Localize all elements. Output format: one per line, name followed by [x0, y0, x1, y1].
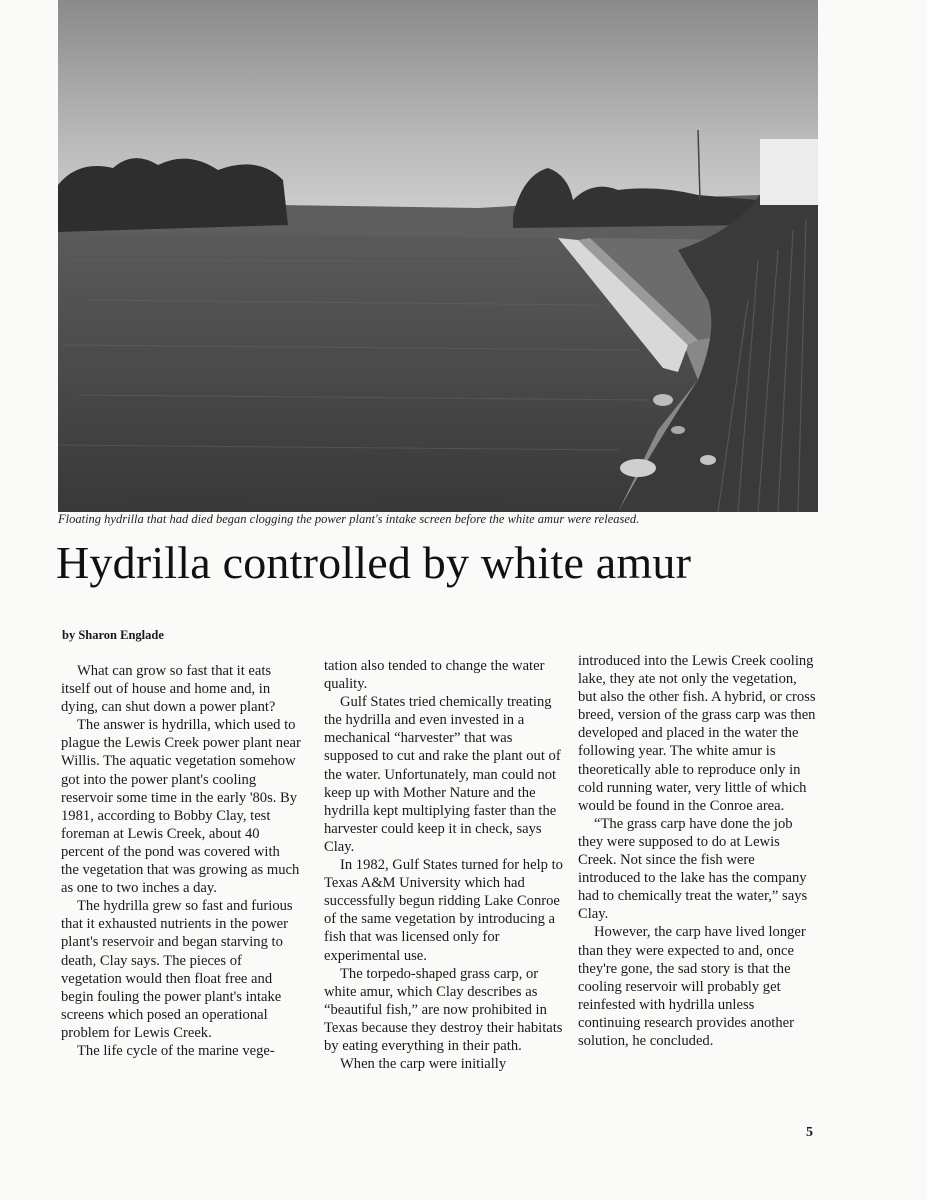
paragraph: The answer is hydrilla, which used to plague the Lewis Creek power plant near Willis. The aquatic vegetation somehow got into the power plant's cooling reservoir some time in the early '80s. By 1981, according to Bobby Clay, test foreman at Lewis Creek, about 40 percent of the pond was covered with the vegetation that was growing as much as one to two inches a day. — [61, 717, 301, 897]
paragraph: However, the carp have lived longer than they were expected to and, once they're gone, the sad story is that the cooling reservoir will probably get reinfested with hydrilla unless continuing research provides another solution, he concluded. — [578, 924, 806, 1049]
paragraph: The hydrilla grew so fast and furious that it exhausted nutrients in the power plant's reservoir and began starving to death, Clay says. The pieces of vegetation would then float free and begin fouling the power plant's intake screens which posed an operational problem for Lewis Creek. — [61, 898, 293, 1041]
paragraph: tation also tended to change the water quality. — [324, 658, 545, 693]
paragraph: “The grass carp have done the job they were supposed to do at Lewis Creek. Not since the fish were introduced to the lake has the company had to chemically treat the water,” says Clay. — [578, 815, 808, 923]
paragraph: The life cycle of the marine vege- — [77, 1042, 275, 1059]
article-column-2 — [324, 657, 564, 1073]
article-headline: Hydrilla controlled by white amur — [56, 537, 692, 588]
paragraph: In 1982, Gulf States turned for help to Texas A&M University which had successfully begun ridding Lake Conroe of the same vegetation by introducing a fish that was licensed only for experimental use. — [324, 857, 563, 964]
paragraph: When the carp were initially — [340, 1056, 507, 1073]
paragraph: The torpedo-shaped grass carp, or white amur, which Clay describes as “beautiful fish,” are now prohibited in Texas because they destroy their habitats by eating everything in their path. — [324, 965, 563, 1054]
paragraph: What can grow so fast that it eats itself out of house and home and, in dying, can shut down a power plant? — [61, 663, 276, 716]
photo-caption: Floating hydrilla that had died began clogging the power plant's intake screen before the white amur were released. — [58, 512, 640, 526]
paragraph: introduced into the Lewis Creek cooling lake, they ate not only the vegetation, but also the other fish. A hybrid, or cross breed, version of the grass carp was then developed and placed in the water the following year. The white amur is theoretically able to reproduce only in cold running water, very little of which would be found in the Conroe area. — [578, 653, 816, 814]
paragraph: Gulf States tried chemically treating the hydrilla and even invested in a mechanical “harvester” that was supposed to cut and rake the plant out of the water. Unfortunately, man could not keep up with Mother Nature and the hydrilla kept multiplying faster than the harvester could keep it in check, says Clay. — [324, 694, 561, 855]
article-column-1 — [61, 662, 301, 1060]
article-byline: by Sharon Englade — [62, 628, 164, 642]
hydrilla-lake-photo — [58, 0, 818, 512]
page-number: 5 — [806, 1125, 813, 1140]
article-column-3 — [578, 652, 818, 1050]
